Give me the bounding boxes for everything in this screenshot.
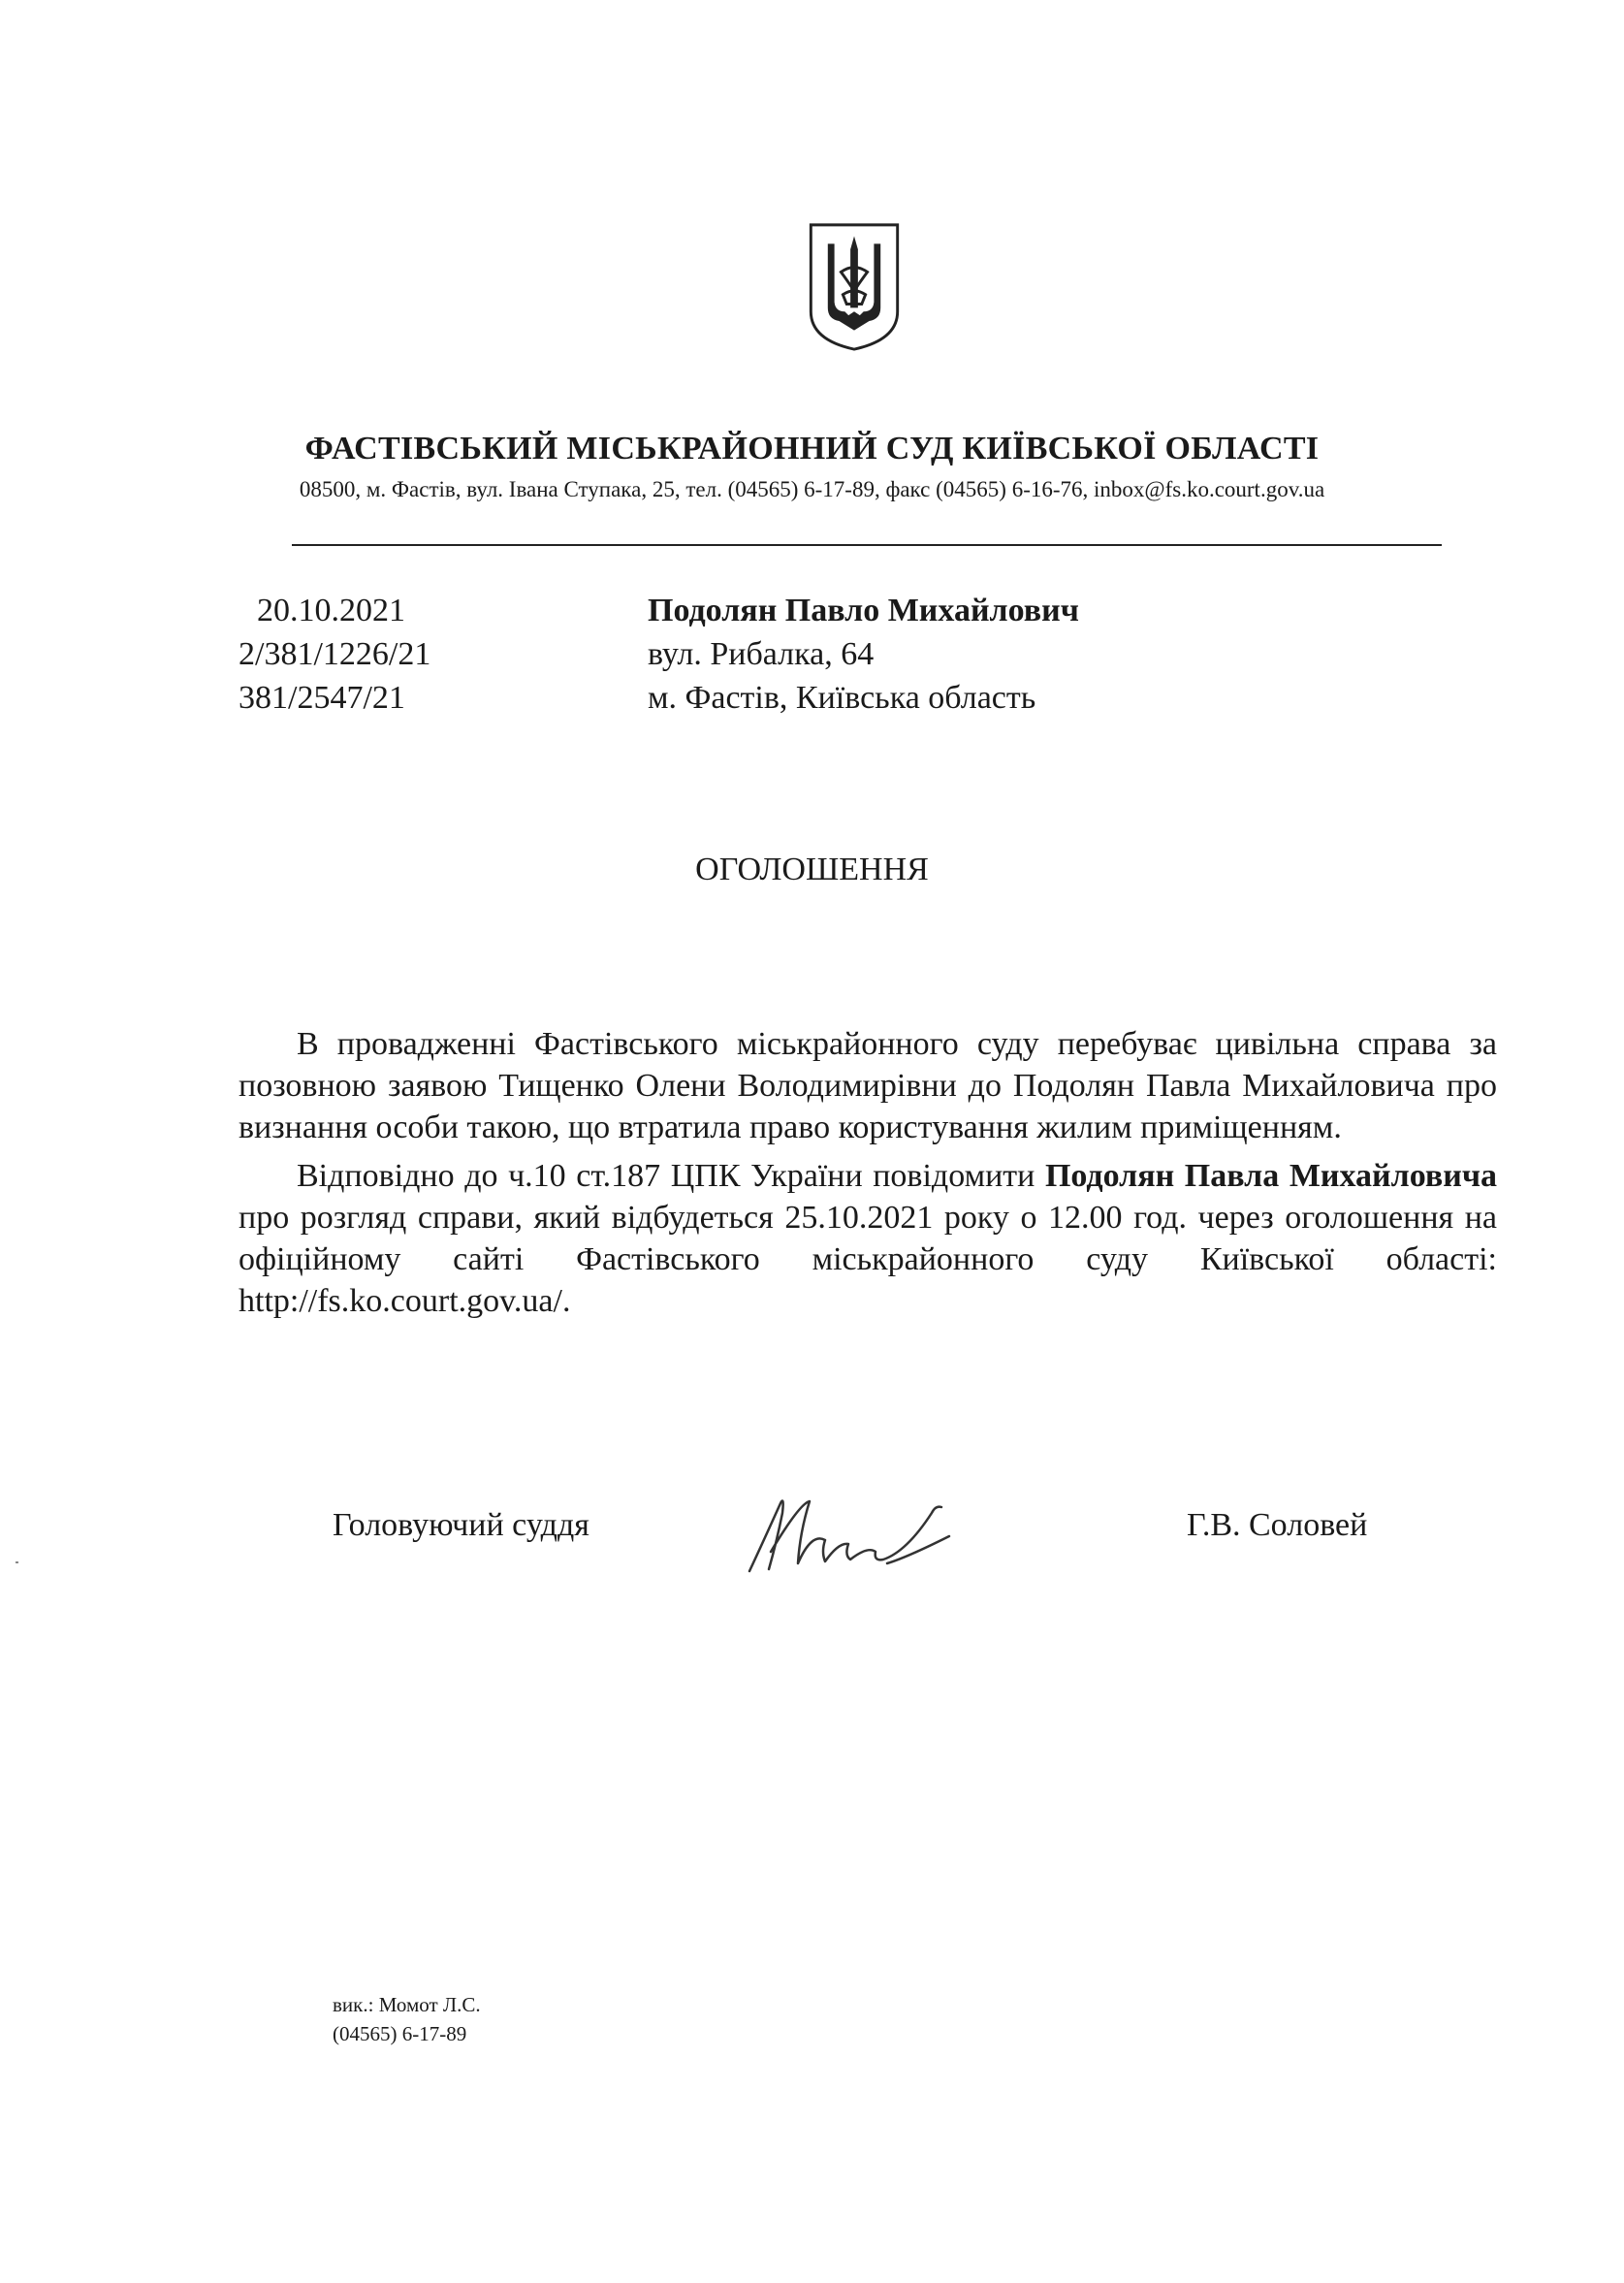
case-number: 2/381/1226/21: [239, 636, 431, 672]
executor-name: вик.: Момот Л.С.: [333, 1993, 481, 2016]
paragraph-2-lead: Відповідно до ч.10 ст.187 ЦПК України повідомити: [297, 1158, 1045, 1194]
document-date: 20.10.2021: [257, 593, 405, 628]
court-name: ФАСТІВСЬКИЙ МІСЬКРАЙОННИЙ СУД КИЇВСЬКОЇ ОБЛАСТІ: [304, 431, 1320, 466]
announcement-body: [239, 1023, 1497, 1322]
coat-of-arms-icon: [807, 221, 902, 353]
body-paragraph-2: [239, 1155, 1497, 1322]
paragraph-2-tail: про розгляд справи, який відбудеться 25.10.2021 року о 12.00 год. через оголошення на офіційному сайті Фастівського міськрайонного суду Київської області: http://fs.ko.court.gov.ua/.: [239, 1200, 1497, 1319]
court-contacts: 08500, м. Фастів, вул. Івана Ступака, 25, тел. (04565) 6-17-89, факс (04565) 6-16-76, inbox@fs.ko.court.gov.ua: [299, 477, 1325, 501]
judge-name: Г.В. Соловей: [1187, 1507, 1368, 1543]
addressee-city: м. Фастів, Київська область: [648, 680, 1036, 716]
header-divider: [292, 544, 1442, 546]
body-paragraph-1: В провадженні Фастівського міськрайонного суду перебуває цивільна справа за позовною заявою Тищенко Олени Володимирівни до Подолян Павла Михайловича про визнання особи такою, що втратила право користування жилим приміщенням.: [239, 1026, 1497, 1145]
signature-row: [0, 1484, 1624, 1600]
addressee-block: [648, 589, 1079, 720]
executor-block: [333, 1990, 481, 2048]
addressee-street: вул. Рибалка, 64: [648, 636, 875, 672]
scan-speck: [16, 1561, 18, 1563]
addressee-name: Подолян Павло Михайлович: [648, 593, 1079, 628]
proceeding-number: 381/2547/21: [239, 680, 405, 716]
executor-phone: (04565) 6-17-89: [333, 2022, 467, 2045]
document-title: ОГОЛОШЕННЯ: [695, 852, 929, 887]
handwritten-signature-icon: [742, 1484, 965, 1581]
document-references: [239, 589, 430, 720]
defendant-name-bold: Подолян Павла Михайловича: [1044, 1158, 1497, 1194]
judge-role: Головуючий суддя: [333, 1507, 589, 1543]
